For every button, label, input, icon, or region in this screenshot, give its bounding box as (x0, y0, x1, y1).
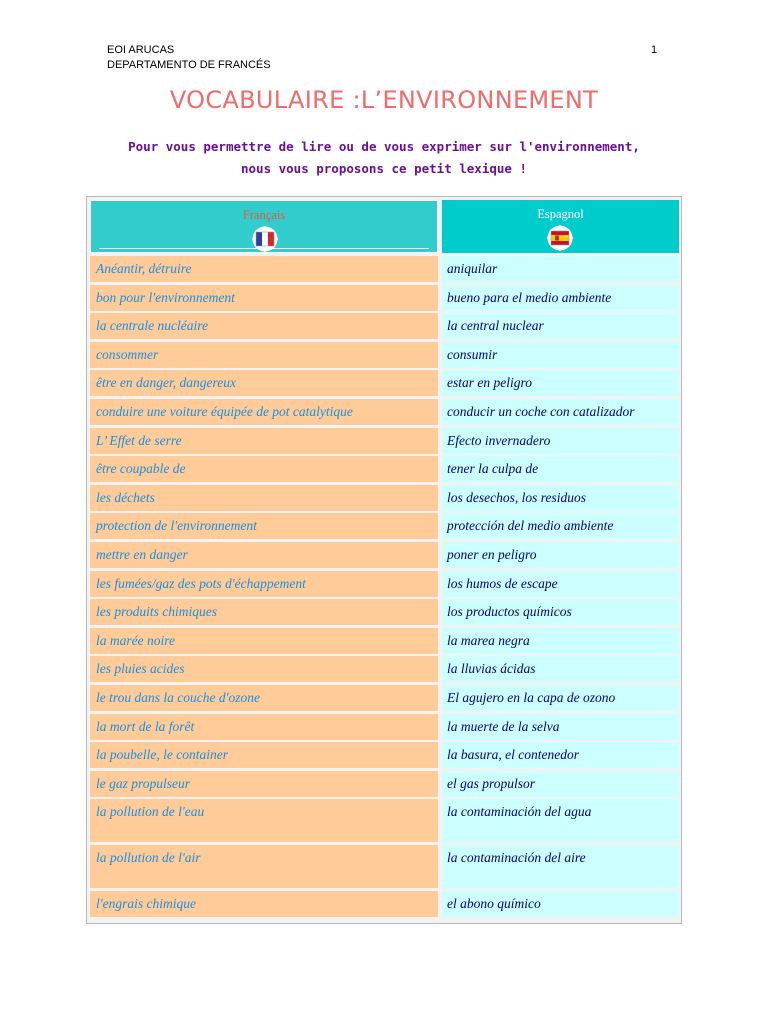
header-cell-francais (90, 200, 438, 253)
table-row-french: la marée noire (90, 628, 438, 654)
column-header-espagnol: Espagnol (537, 207, 584, 221)
table-row-spanish: conducir un coche con catalizador (442, 399, 679, 425)
table-row-spanish: la marea negra (442, 628, 679, 654)
table-row-spanish: tener la culpa de (442, 456, 679, 482)
table-row-french: les pluies acides (90, 656, 438, 682)
table-row-french: le trou dans la couche d'ozone (90, 685, 438, 711)
table-row-french: L’ Effet de serre (90, 428, 438, 454)
table-row-spanish: estar en peligro (442, 370, 679, 396)
school-name: EOI ARUCAS (107, 44, 175, 56)
spain-flag-icon (543, 225, 577, 251)
table-row-french: consommer (90, 342, 438, 368)
table-row-spanish: la lluvias ácidas (442, 656, 679, 682)
table-row-spanish: la basura, el contenedor (442, 742, 679, 768)
table-row-french: bon pour l'environnement (90, 285, 438, 311)
page-title: VOCABULAIRE :L’ENVIRONNEMENT (169, 86, 599, 114)
column-header-francais: Français (242, 208, 286, 222)
table-row-spanish: el abono químico (442, 891, 679, 917)
table-row-spanish: bueno para el medio ambiente (442, 285, 679, 311)
table-row-french: le gaz propulseur (90, 771, 438, 797)
table-row-french: la centrale nucléaire (90, 313, 438, 339)
table-row-spanish: los productos químicos (442, 599, 679, 625)
table-row-spanish: aniquilar (442, 256, 679, 282)
table-row-spanish: consumir (442, 342, 679, 368)
table-row-spanish: poner en peligro (442, 542, 679, 568)
table-row-french: être en danger, dangereux (90, 370, 438, 396)
table-row-french: la pollution de l'air (90, 845, 438, 888)
table-row-spanish: la central nuclear (442, 313, 679, 339)
table-row-spanish: El agujero en la capa de ozono (442, 685, 679, 711)
table-row-french: la mort de la forêt (90, 714, 438, 740)
table-row-french: l'engrais chimique (90, 891, 438, 917)
intro-line-1: Pour vous permettre de lire ou de vous exprimer sur l'environnement, (128, 139, 640, 154)
header-cell-espagnol (442, 200, 679, 253)
table-row-french: la pollution de l'eau (90, 799, 438, 842)
table-row-french: mettre en danger (90, 542, 438, 568)
table-row-french: être coupable de (90, 456, 438, 482)
table-row-french: protection de l'environnement (90, 513, 438, 539)
department-name: DEPARTAMENTO DE FRANCÉS (107, 59, 271, 71)
table-row-spanish: la muerte de la selva (442, 714, 679, 740)
table-row-french: les fumées/gaz des pots d'échappement (90, 571, 438, 597)
table-row-french: les déchets (90, 485, 438, 511)
table-row-spanish: la contaminación del agua (442, 799, 679, 842)
table-row-spanish: los desechos, los residuos (442, 485, 679, 511)
page-number: 1 (651, 44, 658, 56)
vocabulary-table (86, 196, 682, 924)
table-row-spanish: Efecto invernadero (442, 428, 679, 454)
intro-line-2: nous vous proposons ce petit lexique ! (241, 161, 527, 176)
table-row-french: Anéantir, détruire (90, 256, 438, 282)
table-row-spanish: la contaminación del aire (442, 845, 679, 888)
table-row-french: la poubelle, le container (90, 742, 438, 768)
table-row-spanish: protección del medio ambiente (442, 513, 679, 539)
table-row-spanish: el gas propulsor (442, 771, 679, 797)
table-row-french: conduire une voiture équipée de pot catalytique (90, 399, 438, 425)
table-row-french: les produits chimiques (90, 599, 438, 625)
table-row-spanish: los humos de escape (442, 571, 679, 597)
